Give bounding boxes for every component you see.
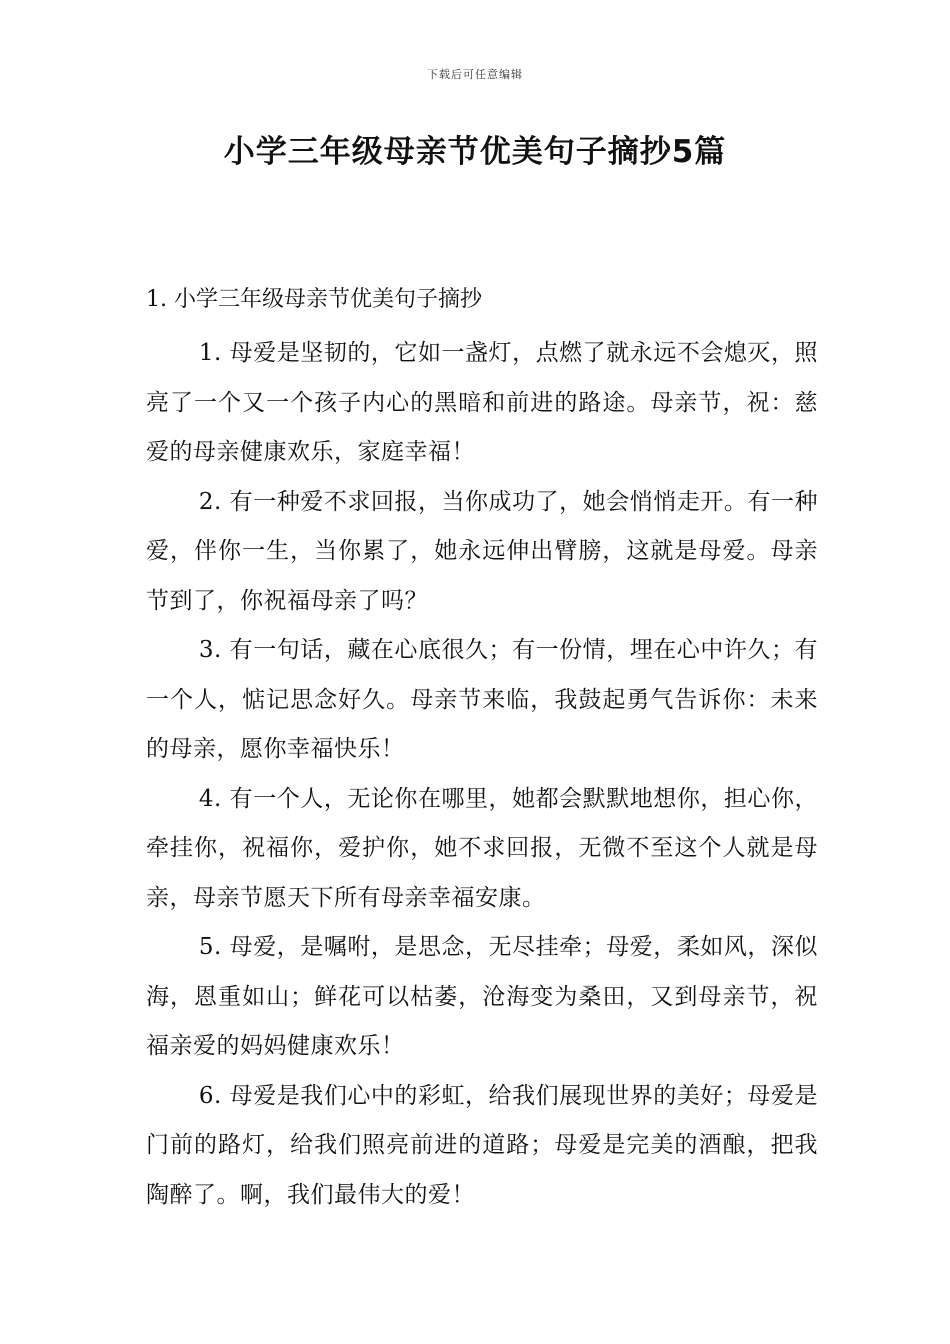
paragraph-3: 3. 有一句话，藏在心底很久；有一份情，埋在心中许久；有一个人，惦记思念好久。母亲节来临，我鼓起勇气告诉你：未来的母亲，愿你幸福快乐！: [146, 637, 818, 762]
paragraph-2: 2. 有一种爱不求回报，当你成功了，她会悄悄走开。有一种爱，伴你一生，当你累了，她永远伸出臂膀，这就是母爱。母亲节到了，你祝福母亲了吗？: [146, 488, 818, 614]
header-note: 下载后可任意编辑: [427, 68, 523, 81]
paragraph-5: 5. 母爱，是嘱咐，是思念，无尽挂牵；母爱，柔如风，深似海，恩重如山；鲜花可以枯萎，沧海变为桑田，又到母亲节，祝福亲爱的妈妈健康欢乐！: [146, 934, 818, 1059]
section-heading: 1. 小学三年级母亲节优美句子摘抄: [146, 287, 482, 312]
paragraph-list: [146, 329, 818, 1220]
paragraph-1: 1. 母爱是坚韧的，它如一盏灯，点燃了就永远不会熄灭，照亮了一个又一个孩子内心的黑暗和前进的路途。母亲节，祝：慈爱的母亲健康欢乐，家庭幸福！: [146, 340, 818, 465]
paragraph-4: 4. 有一个人，无论你在哪里，她都会默默地想你，担心你，牵挂你，祝福你，爱护你，她不求回报，无微不至这个人就是母亲，母亲节愿天下所有母亲幸福安康。: [146, 785, 818, 911]
document-body: [146, 280, 818, 1220]
paragraph-6: 6. 母爱是我们心中的彩虹，给我们展现世界的美好；母爱是门前的路灯，给我们照亮前进的道路；母爱是完美的酒酿，把我陶醉了。啊，我们最伟大的爱！: [146, 1082, 818, 1208]
document-title: 小学三年级母亲节优美句子摘抄5篇: [223, 134, 727, 170]
